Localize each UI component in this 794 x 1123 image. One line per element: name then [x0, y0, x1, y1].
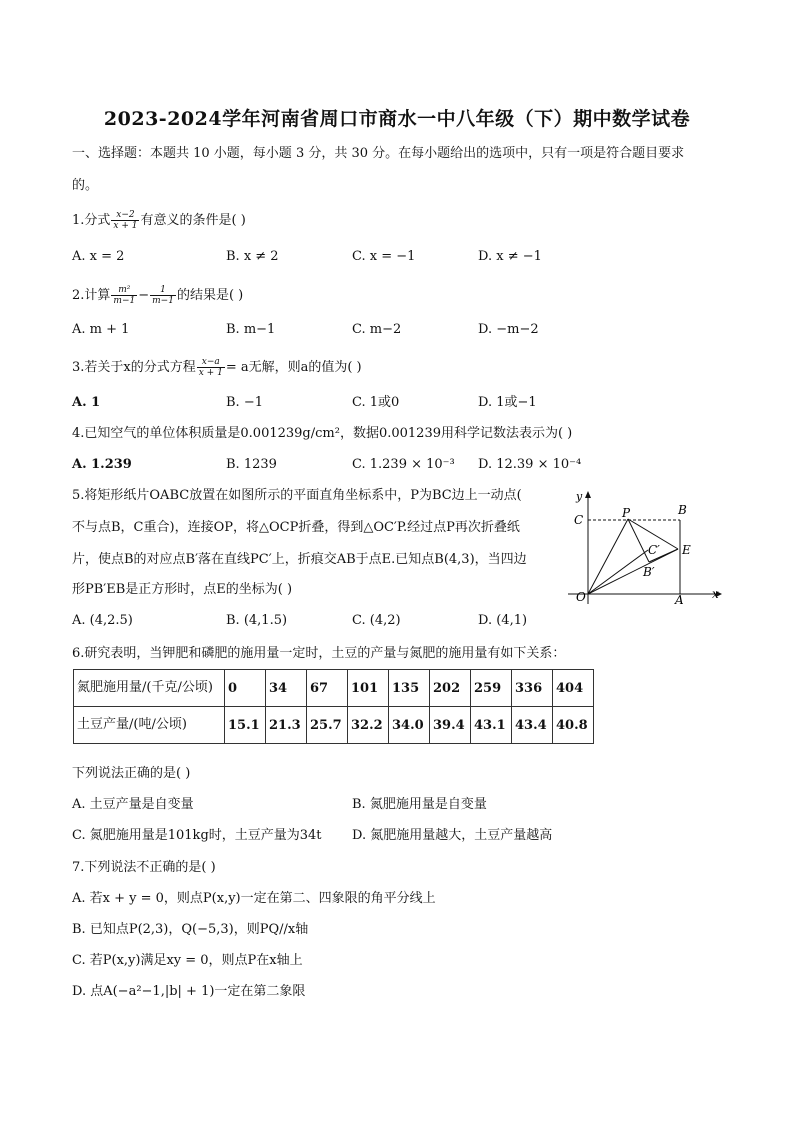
q7-option-a: A. 若x + y = 0，则点P(x,y)一定在第二、四象限的角平分线上 — [72, 891, 436, 906]
q6-option-a: A. 土豆产量是自变量 — [72, 797, 194, 812]
table-cell: 101 — [348, 670, 389, 707]
segment-oc-prime — [588, 550, 648, 594]
segment-oe — [588, 549, 678, 594]
question-7: 7.下列说法不正确的是( ) — [72, 860, 216, 875]
section-heading-line2: 的。 — [72, 178, 99, 193]
q5-option-c: C. (4,2) — [352, 613, 401, 628]
table-cell: 336 — [512, 670, 553, 707]
label-o: O — [576, 590, 586, 604]
q2-minus: − — [138, 288, 150, 303]
q5-option-a: A. (4,2.5) — [72, 613, 133, 628]
q5-coordinate-figure — [566, 486, 726, 606]
q2-suffix: 的结果是( ) — [176, 288, 244, 303]
q3-option-d: D. 1或−1 — [478, 395, 537, 410]
q3-option-b: B. −1 — [226, 395, 263, 410]
q1-option-a: A. x = 2 — [72, 249, 125, 264]
label-c: C — [574, 513, 584, 527]
question-6: 6.研究表明，当钾肥和磷肥的施用量一定时，土豆的产量与氮肥的施用量有如下关系： — [72, 646, 566, 661]
q2-fraction-1 — [111, 285, 137, 306]
q5-option-d: D. (4,1) — [478, 613, 528, 628]
label-b-prime: B′ — [643, 565, 655, 579]
table-cell: 0 — [225, 670, 266, 707]
q2-frac1-num: m² — [111, 285, 137, 296]
question-3 — [72, 357, 362, 378]
label-y: y — [576, 490, 583, 503]
q1-option-c: C. x = −1 — [352, 249, 416, 264]
label-p: P — [622, 506, 631, 520]
q1-option-b: B. x ≠ 2 — [226, 249, 279, 264]
q1-frac-den: x + 1 — [113, 221, 138, 231]
table-cell: 135 — [389, 670, 430, 707]
table-cell: 32.2 — [348, 707, 389, 744]
q6-option-b: B. 氮肥施用量是自变量 — [352, 797, 487, 812]
table-row-header: 氮肥施用量/(千克/公顷) — [74, 670, 225, 707]
y-axis-arrow — [585, 491, 591, 498]
question-2 — [72, 285, 243, 306]
table-row — [74, 670, 594, 707]
table-cell: 21.3 — [266, 707, 307, 744]
label-a: A — [675, 593, 684, 606]
q6-question: 下列说法正确的是( ) — [72, 766, 191, 781]
label-b: B — [678, 503, 687, 517]
q6-data-table — [73, 669, 594, 744]
label-c-prime: C′ — [648, 543, 660, 557]
q3-frac-num: x−a — [197, 357, 225, 368]
label-x: x — [712, 587, 719, 601]
q6-option-c: C. 氮肥施用量是101kg时，土豆产量为34t — [72, 828, 322, 843]
q1-prefix: 1.分式 — [72, 213, 111, 228]
q7-option-c: C. 若P(x,y)满足xy = 0，则点P在x轴上 — [72, 953, 303, 968]
q3-prefix: 3.若关于x的分式方程 — [72, 360, 196, 375]
question-4: 4.已知空气的单位体积质量是0.001239g/cm²，数据0.001239用科学记数法表示为( ) — [72, 426, 573, 441]
table-cell: 43.4 — [512, 707, 553, 744]
table-cell: 34 — [266, 670, 307, 707]
question-5-line1: 5.将矩形纸片OABC放置在如图所示的平面直角坐标系中，P为BC边上一动点( — [72, 488, 522, 503]
q2-frac2-den: m−1 — [152, 296, 174, 306]
table-cell: 34.0 — [389, 707, 430, 744]
question-1 — [72, 210, 246, 231]
q6-option-d: D. 氮肥施用量越大，土豆产量越高 — [352, 828, 553, 843]
q2-fraction-2 — [150, 285, 176, 306]
exam-title: 2023-2024学年河南省周口市商水一中八年级（下）期中数学试卷 — [103, 108, 691, 130]
q2-frac1-den: m−1 — [113, 296, 136, 306]
q1-option-d: D. x ≠ −1 — [478, 249, 542, 264]
q1-frac-num: x−2 — [111, 210, 139, 221]
section-heading-line1: 一、选择题：本题共 10 小题，每小题 3 分，共 30 分。在每小题给出的选项中，只有一项是符合题目要求 — [72, 146, 685, 161]
table-row — [74, 707, 594, 744]
q7-option-b: B. 已知点P(2,3)，Q(−5,3)，则PQ//x轴 — [72, 922, 309, 937]
question-5-line2: 不与点B，C重合)，连接OP，将△OCP折叠，得到△OC′P.经过点P再次折叠纸 — [72, 520, 520, 535]
q2-option-c: C. m−2 — [352, 322, 402, 337]
label-e: E — [682, 543, 691, 557]
table-row-header: 土豆产量/(吨/公顷) — [74, 707, 225, 744]
segment-op — [588, 519, 628, 594]
table-cell: 67 — [307, 670, 348, 707]
table-cell: 404 — [553, 670, 594, 707]
q1-suffix: 有意义的条件是( ) — [140, 213, 246, 228]
q1-fraction — [111, 210, 139, 231]
q7-option-d: D. 点A(−a²−1,|b| + 1)一定在第二象限 — [72, 984, 306, 999]
table-cell: 40.8 — [553, 707, 594, 744]
table-cell: 202 — [430, 670, 471, 707]
q2-frac2-num: 1 — [150, 285, 176, 296]
q4-option-d: D. 12.39 × 10⁻⁴ — [478, 457, 582, 472]
q3-frac-den: x + 1 — [198, 368, 223, 378]
q4-option-c: C. 1.239 × 10⁻³ — [352, 457, 455, 472]
q3-fraction — [197, 357, 225, 378]
table-cell: 15.1 — [225, 707, 266, 744]
q2-option-d: D. −m−2 — [478, 322, 539, 337]
q2-option-b: B. m−1 — [226, 322, 276, 337]
q3-suffix: = a无解，则a的值为( ) — [225, 360, 362, 375]
q5-option-b: B. (4,1.5) — [226, 613, 288, 628]
q4-option-a: A. 1.239 — [72, 457, 132, 472]
question-5-line3: 片，使点B的对应点B′落在直线PC′上，折痕交AB于点E.已知点B(4,3)，当四边 — [72, 552, 527, 567]
table-cell: 43.1 — [471, 707, 512, 744]
table-cell: 25.7 — [307, 707, 348, 744]
q3-option-c: C. 1或0 — [352, 395, 400, 410]
table-cell: 259 — [471, 670, 512, 707]
q3-option-a: A. 1 — [72, 395, 101, 410]
q4-option-b: B. 1239 — [226, 457, 277, 472]
question-5-line4: 形PB′EB是正方形时，点E的坐标为( ) — [72, 582, 293, 597]
q2-option-a: A. m + 1 — [72, 322, 130, 337]
q2-prefix: 2.计算 — [72, 288, 111, 303]
table-cell: 39.4 — [430, 707, 471, 744]
